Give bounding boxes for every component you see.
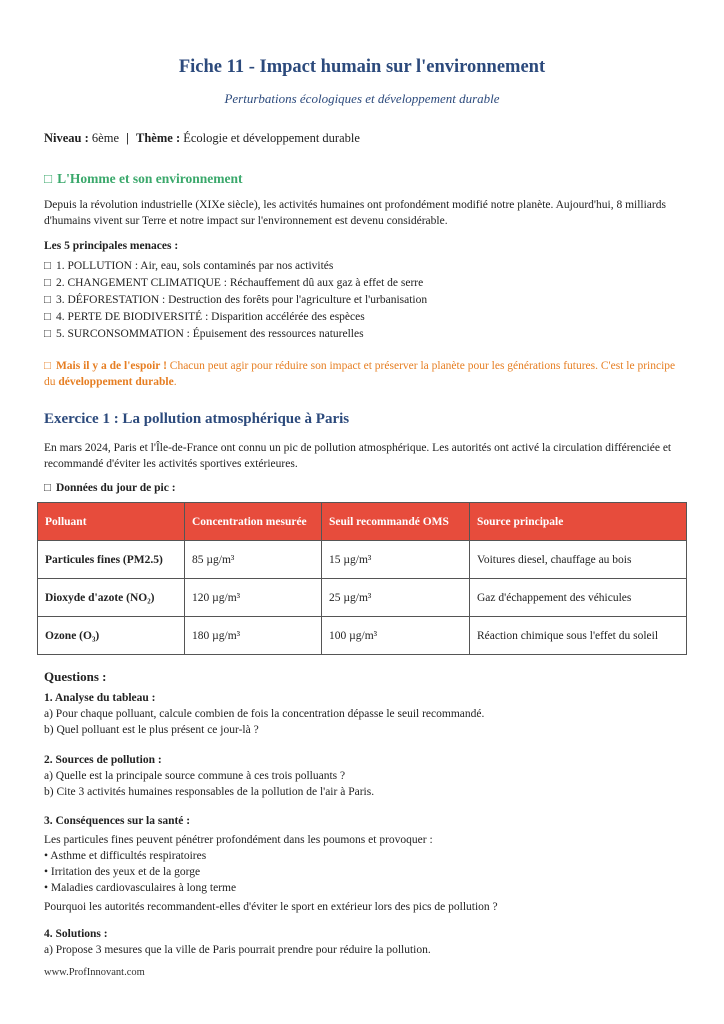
checkbox-glyph-icon: □ [44, 482, 51, 494]
cell-polluant: Dioxyde d'azote (NO₂) [38, 579, 185, 617]
donnees-heading [44, 482, 176, 494]
footer-website: www.ProfInnovant.com [44, 967, 145, 978]
table-row [38, 541, 687, 579]
menaces-list [44, 258, 427, 343]
cell-seuil: 100 µg/m³ [322, 617, 470, 655]
question-2 [44, 752, 374, 800]
checkbox-glyph-icon: □ [44, 360, 51, 372]
cell-concentration: 85 µg/m³ [185, 541, 322, 579]
theme-label: Thème : [136, 131, 181, 145]
espoir-text: Chacun peut agir pour réduire son impact et préserver la planète pour les générations futures. C'est le principe du [44, 360, 676, 388]
pollution-table [37, 502, 687, 655]
cell-concentration: 180 µg/m³ [185, 617, 322, 655]
checkbox-glyph-icon: □ [44, 260, 51, 272]
table-header-row [38, 503, 687, 541]
donnees-heading-text: Données du jour de pic : [55, 482, 176, 494]
cell-source: Voitures diesel, chauffage au bois [470, 541, 687, 579]
menaces-heading: Les 5 principales menaces : [44, 240, 179, 252]
question-item: a) Pour chaque polluant, calcule combien de fois la concentration dépasse le seuil recommandé. [44, 708, 485, 720]
bullet-item: • Maladies cardiovasculaires à long terme [44, 882, 237, 894]
table-row [38, 617, 687, 655]
menace-text: 2. CHANGEMENT CLIMATIQUE : Réchauffement dû aux gaz à effet de serre [55, 277, 424, 289]
menace-text: 1. POLLUTION : Air, eau, sols contaminés par nos activités [55, 260, 334, 272]
page-subtitle: Perturbations écologiques et développement durable [224, 91, 500, 106]
checkbox-glyph-icon: □ [44, 311, 51, 323]
cell-source: Réaction chimique sous l'effet du soleil [470, 617, 687, 655]
question-item: a) Propose 3 mesures que la ville de Paris pourrait prendre pour réduire la pollution. [44, 944, 431, 956]
meta-separator: | [126, 131, 129, 145]
niveau-value: 6ème [91, 131, 119, 145]
checkbox-glyph-icon: □ [44, 294, 51, 306]
espoir-end: . [173, 376, 177, 388]
menace-item [44, 275, 427, 292]
question-heading: 1. Analyse du tableau : [44, 692, 156, 704]
question-1 [44, 690, 484, 738]
cell-concentration: 120 µg/m³ [185, 579, 322, 617]
page-title: Fiche 11 - Impact humain sur l'environnement [178, 57, 546, 77]
section-heading-homme [44, 171, 243, 187]
niveau-label: Niveau : [44, 131, 89, 145]
cell-seuil: 25 µg/m³ [322, 579, 470, 617]
question-item: a) Quelle est la principale source commune à ces trois polluants ? [44, 770, 346, 782]
checkbox-glyph-icon: □ [44, 277, 51, 289]
menace-text: 5. SURCONSOMMATION : Épuisement des ressources naturelles [55, 328, 364, 340]
column-header: Seuil recommandé OMS [322, 503, 470, 541]
question-item: b) Cite 3 activités humaines responsables de la pollution de l'air à Paris. [44, 786, 375, 798]
espoir-lead: Mais il y a de l'espoir ! [55, 360, 167, 372]
cell-polluant: Ozone (O₃) [38, 617, 185, 655]
exercise-title: Exercice 1 : La pollution atmosphérique à Paris [44, 411, 350, 427]
menace-text: 3. DÉFORESTATION : Destruction des forêts pour l'agriculture et l'urbanisation [55, 294, 428, 306]
question-heading: 3. Conséquences sur la santé : [44, 815, 191, 827]
menace-item [44, 258, 427, 275]
menace-item [44, 326, 427, 343]
cell-seuil: 15 µg/m³ [322, 541, 470, 579]
cell-polluant: Particules fines (PM2.5) [38, 541, 185, 579]
column-header: Polluant [38, 503, 185, 541]
checkbox-glyph-icon: □ [44, 171, 53, 186]
column-header: Concentration mesurée [185, 503, 322, 541]
question-heading: 2. Sources de pollution : [44, 754, 162, 766]
espoir-callout [44, 358, 684, 390]
menace-text: 4. PERTE DE BIODIVERSITÉ : Disparition accélérée des espèces [55, 311, 365, 323]
question-intro: Les particules fines peuvent pénétrer profondément dans les poumons et provoquer : [44, 834, 433, 846]
checkbox-glyph-icon: □ [44, 328, 51, 340]
question-3 [44, 813, 498, 915]
menace-item [44, 309, 427, 326]
bullet-item: • Asthme et difficultés respiratoires [44, 850, 207, 862]
intro-paragraph: Depuis la révolution industrielle (XIXe siècle), les activités humaines ont profondément modifié notre planète. Aujourd'hui, 8 milliards d'humains vivent sur Terre et notre impact sur l'environnement est devenu considérable. [44, 199, 666, 227]
questions-heading: Questions : [44, 669, 107, 684]
question-item: Pourquoi les autorités recommandent-elles d'éviter le sport en extérieur lors des pics de pollution ? [44, 901, 498, 913]
bullet-item: • Irritation des yeux et de la gorge [44, 866, 201, 878]
espoir-bold-end: développement durable [58, 376, 174, 388]
meta-line [44, 131, 360, 146]
cell-source: Gaz d'échappement des véhicules [470, 579, 687, 617]
table-row [38, 579, 687, 617]
exercise-intro: En mars 2024, Paris et l'Île-de-France ont connu un pic de pollution atmosphérique. Les autorités ont activé la circulation différenciée et recommandé d'éviter les activités sportives extérieures. [44, 442, 672, 470]
column-header: Source principale [470, 503, 687, 541]
menace-item [44, 292, 427, 309]
question-4 [44, 926, 431, 958]
section-heading-text: L'Homme et son environnement [57, 171, 243, 186]
theme-value: Écologie et développement durable [183, 131, 360, 145]
question-item: b) Quel polluant est le plus présent ce jour-là ? [44, 724, 259, 736]
question-heading: 4. Solutions : [44, 928, 108, 940]
